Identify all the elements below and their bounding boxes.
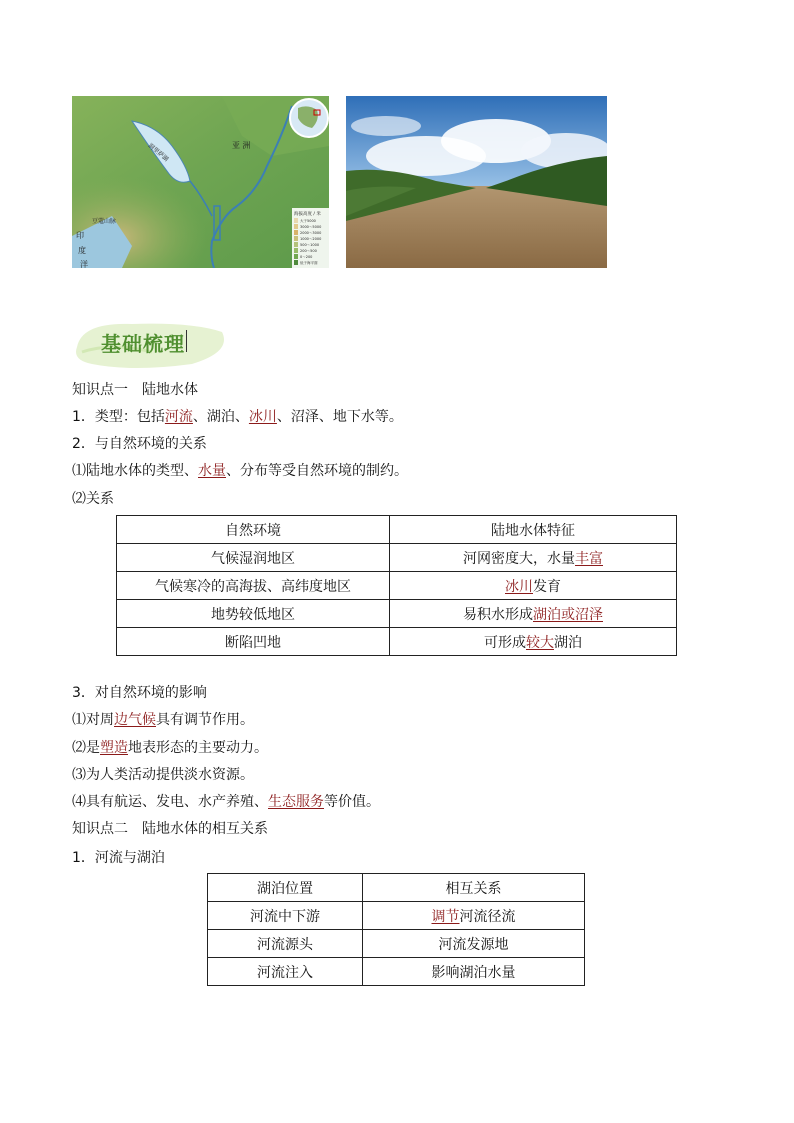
table-row bbox=[117, 544, 677, 572]
answer-river: 河流 bbox=[164, 409, 193, 425]
table-cell: 河网密度大，水量丰富 bbox=[390, 544, 677, 572]
table-row bbox=[117, 628, 677, 656]
table-cell: 影响湖泊水量 bbox=[363, 958, 585, 986]
table-cell: 易积水形成湖泊或沼泽 bbox=[390, 600, 677, 628]
k1-effect-4: ⑷具有航运、发电、水产养殖、生态服务等价值。 bbox=[72, 794, 380, 810]
table-header-row bbox=[208, 874, 585, 902]
table-cell: 河流中下游 bbox=[208, 902, 363, 930]
k1-effect-3: ⑶为人类活动提供淡水资源。 bbox=[72, 767, 254, 783]
map-continent-label: 亚 洲 bbox=[232, 141, 251, 150]
k1-effect-title: 3．对自然环境的影响 bbox=[72, 685, 207, 701]
legend-row: 大于5000 bbox=[300, 219, 316, 223]
table-cell: 地势较低地区 bbox=[117, 600, 390, 628]
map-ocean-label-1: 印 bbox=[76, 231, 84, 240]
table-row bbox=[208, 902, 585, 930]
k1-relation-1: ⑴陆地水体的类型、水量、分布等受自然环境的制约。 bbox=[72, 463, 408, 479]
section-heading: 基础梳理 bbox=[101, 332, 185, 356]
k2-title: 知识点二 陆地水体的相互关系 bbox=[72, 821, 268, 837]
map-elevation-legend bbox=[292, 208, 329, 268]
table-cell: 河流注入 bbox=[208, 958, 363, 986]
k1-relation-2: ⑵关系 bbox=[72, 491, 114, 507]
table-cell: 气候湿润地区 bbox=[117, 544, 390, 572]
topographic-map-figure bbox=[72, 96, 329, 268]
table-row bbox=[208, 958, 585, 986]
table-header-cell: 相互关系 bbox=[363, 874, 585, 902]
table-cell: 河流源头 bbox=[208, 930, 363, 958]
map-lake-label: 洞里萨湖 bbox=[146, 142, 170, 163]
answer-water-volume: 水量 bbox=[198, 463, 226, 479]
map-mountain-label: 豆蔻山脉 bbox=[92, 218, 117, 225]
k1-effect-2: ⑵是塑造地表形态的主要动力。 bbox=[72, 740, 268, 756]
text-cursor bbox=[186, 330, 187, 352]
k1-effect-1: ⑴对周边气候具有调节作用。 bbox=[72, 712, 254, 728]
table-cell: 气候寒冷的高海拔、高纬度地区 bbox=[117, 572, 390, 600]
answer-glacier: 冰川 bbox=[248, 409, 277, 425]
legend-row: 1000～2000 bbox=[300, 237, 322, 241]
table-header-row bbox=[117, 516, 677, 544]
map-ocean-label-3: 洋 bbox=[80, 260, 88, 268]
table-header-cell: 自然环境 bbox=[117, 516, 390, 544]
table-cell: 断陷凹地 bbox=[117, 628, 390, 656]
legend-title: 海拔高度 / 米 bbox=[294, 212, 321, 217]
environment-water-table bbox=[116, 515, 677, 656]
table-cell: 冰川发育 bbox=[390, 572, 677, 600]
table-cell: 河流发源地 bbox=[363, 930, 585, 958]
legend-row: 200～500 bbox=[300, 249, 317, 253]
map-ocean-label-2: 度 bbox=[78, 246, 86, 255]
k2-subtitle: 1．河流与湖泊 bbox=[72, 850, 165, 866]
legend-row: 0～200 bbox=[300, 255, 313, 259]
table-cell: 调节河流径流 bbox=[363, 902, 585, 930]
river-photo bbox=[346, 96, 607, 268]
k1-types-line: 1．类型：包括河流、湖泊、冰川、沼泽、地下水等。 bbox=[72, 409, 403, 425]
legend-row: 500～1000 bbox=[300, 243, 320, 247]
river-lake-table bbox=[207, 873, 585, 986]
k1-title: 知识点一 陆地水体 bbox=[72, 382, 198, 398]
legend-row: 低于海平面 bbox=[300, 261, 318, 265]
k1-relation-title: 2．与自然环境的关系 bbox=[72, 436, 207, 452]
legend-row: 3000～5000 bbox=[300, 225, 322, 229]
table-header-cell: 陆地水体特征 bbox=[390, 516, 677, 544]
table-header-cell: 湖泊位置 bbox=[208, 874, 363, 902]
legend-row: 2000～3000 bbox=[300, 231, 322, 235]
table-row bbox=[117, 600, 677, 628]
table-row bbox=[117, 572, 677, 600]
table-cell: 可形成较大湖泊 bbox=[390, 628, 677, 656]
table-row bbox=[208, 930, 585, 958]
